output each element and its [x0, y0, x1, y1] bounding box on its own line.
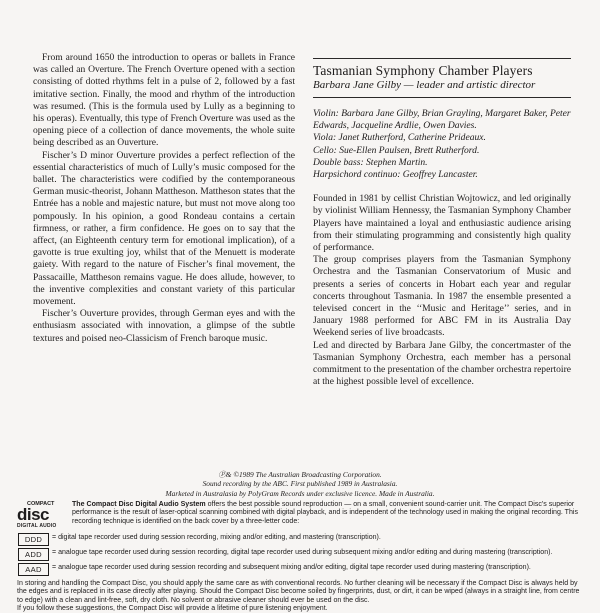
ensemble-subtitle: Barbara Jane Gilby — leader and artistic director	[313, 79, 536, 91]
personnel-viola: Viola: Janet Rutherford, Catherine Prideaux.	[313, 132, 486, 144]
code-row-ddd	[17, 533, 585, 546]
code-row-add	[17, 548, 585, 561]
credit-line-marketing: Marketed in Australasia by PolyGram Records under exclusive licence. Made in Australia.	[165, 488, 435, 498]
paragraph-founded: Founded in 1981 by cellist Christian Wojtowicz, and led originally by violinist William Hennessy, the Tasmanian Symphony Chamber Players have maintained a loyal and enthusiastic audience arising from their stimulating programming and consistently high quality of performance.	[313, 193, 571, 254]
credit-line-recording: Sound recording by the ABC. First published 1989 in Australasia.	[202, 479, 398, 489]
paragraph-overture-history: From around 1650 the introduction to operas or ballets in France was called an Overture. The French Overture opened with a section consisting of dotted rhythms felt in a pulse of 2, followed by a fast imitative section. Finally, the mood and rhythm of the introduction was resumed. (This is the formula used by Lully as a beginning to his operas). Eventually, this type of French Overture was used as the opening piece of a collection of dance movements, the whole suite being described as an Ouverture.	[33, 52, 295, 149]
code-description-add: = analogue tape recorder used during session recording, digital tape recorder used during subsequent mixing and/or editing and during mastering (transcription).	[52, 549, 553, 556]
code-badge-ddd: DDD	[18, 533, 49, 546]
compact-disc-info	[17, 501, 585, 613]
header-rule-top	[313, 58, 571, 59]
code-badge-aad: AAD	[18, 563, 49, 576]
notes-right-column	[313, 58, 571, 388]
compact-disc-logo	[17, 501, 65, 531]
logo-compact-text: COMPACT	[27, 501, 55, 507]
handling-paragraph: In storing and handling the Compact Disc, you should apply the same care as with conventional records. No further cleaning will be necessary if the Compact Disc is always held by the edges and is replaced in its case directly after playing. Should the Compact Disc become soiled by fingerprints, dust, or dirt, it can be wiped (always in a straight line, from centre to edge) with a clean and lint-free, soft, dry cloth. No solvent or abrasive cleaner should ever be used on the disc.	[17, 580, 580, 604]
copyright-credits	[0, 470, 600, 498]
handling-instructions	[17, 580, 585, 613]
logo-digital-audio-text: DIGITAL AUDIO	[17, 523, 57, 529]
ensemble-about	[313, 193, 571, 388]
notes-left-column	[33, 52, 295, 345]
paragraph-led: Led and directed by Barbara Jane Gilby, the concertmaster of the Tasmanian Symphony Orchestra, each member has a personal commitment to the presentation of the chamber orchestra repertoire at the highest possible level of excellence.	[313, 339, 571, 388]
code-row-aad	[17, 563, 585, 576]
paragraph-group: The group comprises players from the Tasmanian Symphony Orchestra and the Tasmanian Conservatorium of Music and presents a series of concerts in Hobart each year and regular concerts throughout Tasmania. In 1987 the ensemble presented a televised concert in the ‘‘Music and Heritage’’ series, and in January 1988 performed for ABC FM in its Australia Day Weekend series of live broadcasts.	[313, 254, 571, 339]
code-badge-add: ADD	[18, 548, 49, 561]
code-description-ddd: = digital tape recorder used during session recording, mixing and/or editing, and mastering (transcription).	[52, 534, 381, 541]
cd-system-description: offers the best possible sound reproduction — on a small, convenient sound-carrier unit. The Compact Disc’s superior performance is the result of laser-optical scanning combined with digital playback, and is independent of the technology used in making the original recording. This recording technique is identified on the back cover by a three-letter code:	[72, 501, 578, 525]
personnel-double-bass: Double bass: Stephen Martin.	[313, 156, 428, 168]
cd-intro	[17, 501, 585, 531]
paragraph-fischer-conclusion: Fischer’s Ouverture provides, through German eyes and with the enthusiasm associated with innovation, a glimpse of the subtle textures and poised neo-Classicism of French baroque music.	[33, 308, 295, 344]
cd-system-title: The Compact Disc Digital Audio System	[72, 501, 206, 508]
personnel-cello: Cello: Sue-Ellen Paulsen, Brett Rutherford.	[313, 144, 480, 156]
closing-paragraph: If you follow these suggestions, the Compact Disc will provide a lifetime of pure listening enjoyment.	[17, 604, 328, 612]
code-description-aad: = analogue tape recorder used during session recording and subsequent mixing and/or editing, digital tape recorder used during mastering (transcription).	[52, 564, 531, 571]
personnel-violin: Violin: Barbara Jane Gilby, Brian Grayling, Margaret Baker, Peter Edwards, Jacqueline Ardlie, Owen Davies.	[313, 108, 571, 132]
header-rule-bottom	[313, 97, 571, 98]
credit-line-copyright: Ⓟ& ©1989 The Australian Broadcasting Corporation.	[218, 470, 382, 479]
ensemble-title: Tasmanian Symphony Chamber Players	[313, 63, 533, 78]
logo-disc-text: disc	[17, 505, 50, 524]
paragraph-fischer-characteristics: Fischer’s D minor Ouverture provides a perfect reflection of the essential characteristics of much of Lully’s music composed for the ballet. The characteristics were codified by the contemporaneous German music-theorist, Johann Mattheson. Mattheson states that the Entrée has a noble and majestic nature, but must not move along too pompously. In his opinion, a good Rondeau contains a certain firmness, or rather, a firm confidence. He goes on to say that the affect, (an Eighteenth century term for emotional implication), of a gavotte is true exulting joy, whilst that of the Menuett is moderate gaiety. With regard to the nature of Fischer’s final movement, the Passacaille, Mattheson remains vague. He does allude, however, to the inventive complexities and constant variety of this particular movement.	[33, 149, 295, 308]
personnel-harpsichord: Harpsichord continuo: Geoffrey Lancaster.	[313, 169, 478, 181]
personnel-list	[313, 108, 571, 181]
